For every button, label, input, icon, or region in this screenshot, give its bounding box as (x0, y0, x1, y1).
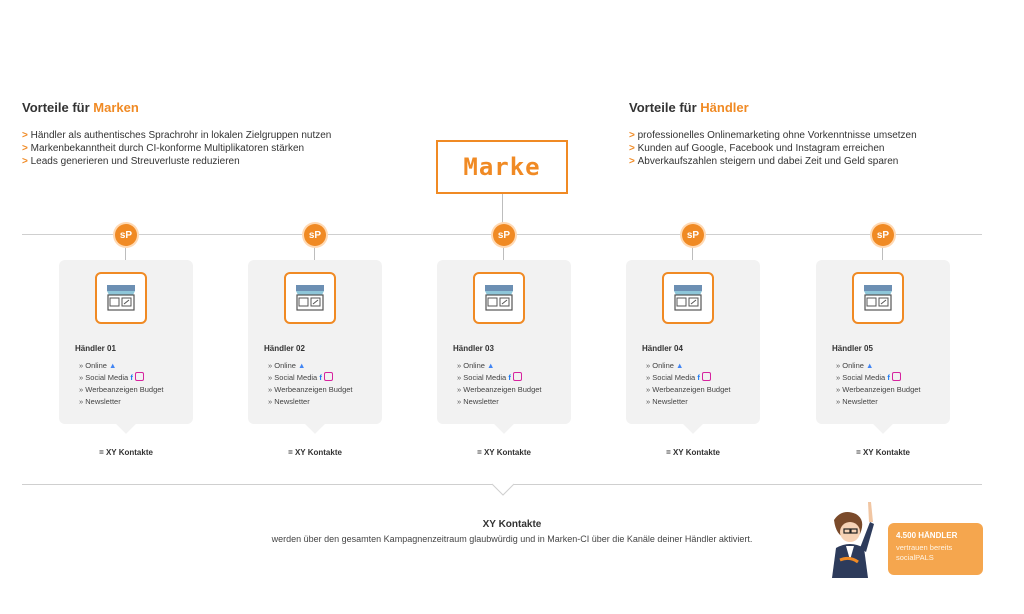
dealer-contacts: = XY Kontakte (288, 448, 342, 457)
dealer-contacts: = XY Kontakte (666, 448, 720, 457)
shop-icon (852, 272, 904, 324)
brand-connector (502, 194, 503, 224)
badge-subtext (896, 543, 952, 563)
summary-notch (490, 482, 516, 498)
channel-item-budget (79, 384, 164, 396)
brands-bullets (22, 129, 331, 168)
google-ads-icon: ▲ (298, 361, 306, 370)
brands-bullet: > Händler als authentisches Sprachrohr in lokalen Zielgruppen nutzen (22, 129, 331, 142)
channel-item-social (836, 372, 921, 384)
brands-heading-accent: Marken (93, 100, 139, 115)
channel-label: Werbeanzeigen Budget (463, 385, 542, 394)
dealer-contacts: = XY Kontakte (477, 448, 531, 457)
brands-bullet: > Markenbekanntheit durch CI-konforme Multiplikatoren stärken (22, 142, 331, 155)
channel-label: Social Media (652, 373, 696, 382)
channel-item-newsletter (79, 396, 164, 408)
channel-item-newsletter (646, 396, 731, 408)
mascot-illustration (820, 500, 890, 580)
google-ads-icon: ▲ (487, 361, 495, 370)
summary-title: XY Kontakte (482, 519, 542, 530)
channel-label: Werbeanzeigen Budget (652, 385, 731, 394)
channel-item-newsletter (836, 396, 921, 408)
instagram-icon (892, 372, 901, 381)
channel-list (268, 360, 353, 408)
dealers-bullet: > Abverkaufszahlen steigern und dabei Zeit und Geld sparen (629, 155, 917, 168)
channel-label: Werbeanzeigen Budget (842, 385, 921, 394)
channel-item-online (836, 360, 921, 372)
channel-label: Online (842, 361, 864, 370)
brands-heading-prefix: Vorteile für (22, 100, 94, 115)
channel-item-budget (457, 384, 542, 396)
channel-label: Social Media (85, 373, 129, 382)
facebook-icon: f (697, 373, 700, 382)
dealer-card[interactable] (59, 260, 193, 424)
shop-icon (284, 272, 336, 324)
summary-line-left (22, 484, 492, 485)
shop-icon (473, 272, 525, 324)
facebook-icon: f (319, 373, 322, 382)
summary-line-right (514, 484, 982, 485)
dealer-contacts: = XY Kontakte (99, 448, 153, 457)
facebook-icon: f (887, 373, 890, 382)
channel-item-social (79, 372, 164, 384)
dealer-title: Händler 04 (642, 344, 683, 353)
dealer-title: Händler 02 (264, 344, 305, 353)
dealer-card[interactable] (248, 260, 382, 424)
channel-item-budget (646, 384, 731, 396)
instagram-icon (135, 372, 144, 381)
dealer-title: Händler 05 (832, 344, 873, 353)
facebook-icon: f (508, 373, 511, 382)
channel-label: Newsletter (842, 397, 878, 406)
dealer-card[interactable] (816, 260, 950, 424)
dealer-card[interactable] (626, 260, 760, 424)
channel-item-budget (836, 384, 921, 396)
dealers-heading-prefix: Vorteile für (629, 100, 701, 115)
channel-label: Newsletter (652, 397, 688, 406)
sp-node: sP (872, 224, 894, 246)
brand-box: Marke (436, 140, 568, 194)
channel-label: Newsletter (463, 397, 499, 406)
channel-label: Online (463, 361, 485, 370)
dealers-heading (629, 100, 749, 115)
channel-item-social (457, 372, 542, 384)
google-ads-icon: ▲ (676, 361, 684, 370)
badge-line: vertrauen bereits (896, 543, 953, 552)
dealer-contacts: = XY Kontakte (856, 448, 910, 457)
dealers-bullets (629, 129, 917, 168)
channel-list (836, 360, 921, 408)
instagram-icon (702, 372, 711, 381)
channel-label: Werbeanzeigen Budget (274, 385, 353, 394)
channel-list (79, 360, 164, 408)
channel-item-newsletter (457, 396, 542, 408)
sp-node: sP (682, 224, 704, 246)
dealer-title: Händler 01 (75, 344, 116, 353)
google-ads-icon: ▲ (866, 361, 874, 370)
google-ads-icon: ▲ (109, 361, 117, 370)
instagram-icon (324, 372, 333, 381)
channel-label: Werbeanzeigen Budget (85, 385, 164, 394)
dealers-heading-accent: Händler (700, 100, 749, 115)
channel-item-online (646, 360, 731, 372)
channel-item-online (268, 360, 353, 372)
channel-label: Online (85, 361, 107, 370)
brands-heading (22, 100, 139, 115)
channel-item-online (79, 360, 164, 372)
instagram-icon (513, 372, 522, 381)
dealer-card[interactable] (437, 260, 571, 424)
channel-item-newsletter (268, 396, 353, 408)
channel-list (457, 360, 542, 408)
dealers-bullet: > professionelles Onlinemarketing ohne Vorkenntnisse umsetzen (629, 129, 917, 142)
sp-node: sP (493, 224, 515, 246)
channel-label: Social Media (463, 373, 507, 382)
trust-badge[interactable] (888, 523, 983, 575)
channel-label: Online (652, 361, 674, 370)
channel-item-online (457, 360, 542, 372)
badge-line: socialPALS (896, 553, 934, 562)
channel-item-social (646, 372, 731, 384)
dealers-bullet: > Kunden auf Google, Facebook und Instagram erreichen (629, 142, 917, 155)
shop-icon (662, 272, 714, 324)
shop-icon (95, 272, 147, 324)
channel-list (646, 360, 731, 408)
sp-node: sP (115, 224, 137, 246)
channel-label: Newsletter (274, 397, 310, 406)
brands-bullet: > Leads generieren und Streuverluste reduzieren (22, 155, 331, 168)
channel-label: Social Media (842, 373, 886, 382)
summary-text: werden über den gesamten Kampagnenzeitraum glaubwürdig und in Marken-CI über die Kanäle deiner Händler aktiviert. (271, 534, 753, 544)
facebook-icon: f (130, 373, 133, 382)
channel-item-budget (268, 384, 353, 396)
sp-node: sP (304, 224, 326, 246)
channel-label: Social Media (274, 373, 318, 382)
channel-label: Newsletter (85, 397, 121, 406)
dealer-title: Händler 03 (453, 344, 494, 353)
channel-item-social (268, 372, 353, 384)
channel-label: Online (274, 361, 296, 370)
badge-headline: 4.500 HÄNDLER (896, 531, 958, 540)
